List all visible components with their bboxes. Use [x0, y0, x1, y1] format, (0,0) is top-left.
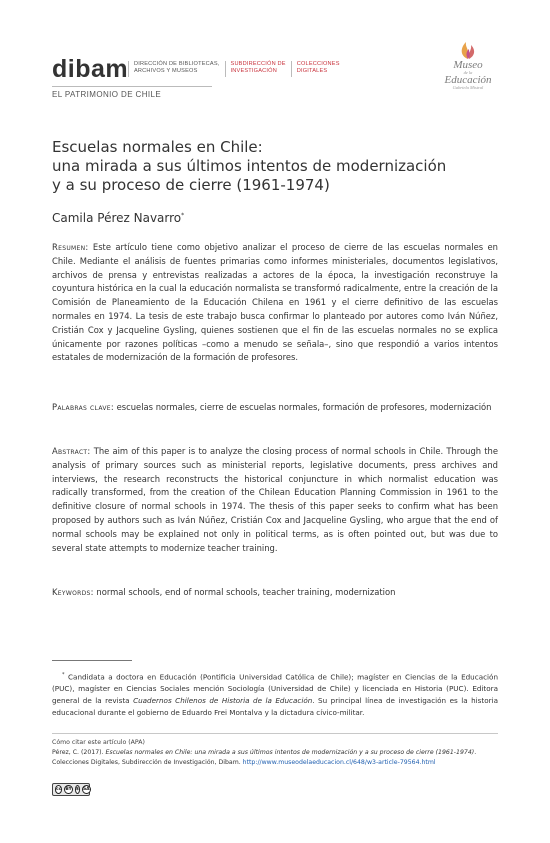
nc-icon: $	[75, 787, 79, 792]
author-name: Camila Pérez Navarro*	[52, 211, 185, 225]
museo-gabriela: Gabriela Mistral	[452, 85, 484, 90]
citation-label: Cómo citar este artículo (APA)	[52, 739, 145, 746]
museo-logo[interactable]	[438, 40, 498, 102]
header-col-colecciones[interactable]: COLECCIONES DIGITALES	[291, 61, 345, 77]
by-icon: BY	[65, 787, 72, 792]
cc-icon: cc	[56, 787, 62, 792]
header-divider	[52, 86, 212, 87]
header-links	[128, 61, 345, 77]
abstract-paragraph: Abstract: The aim of this paper is to analyze the closing process of normal schools in Chile. Through the analysis of primary sources such as ministerial reports, legislative documents, press archives and interviews, the research reconstructs the historical conjuncture in which normalist education was radically transformed, from the creation of the Chilean Education Planning Commission in 1961 to the definitive closure of normal schools in 1974. The thesis of this paper seeks to confirm what has been proposed by authors such as Iván Núñez, Cristián Cox and Jacqueline Gysling, who argue that the end of normal schools may be explained not only in political terms, as is often pointed out, but was due to several state attempts to modernize teacher training.	[52, 446, 498, 553]
museo-flame-icon	[456, 40, 480, 60]
abstract-label: Abstract:	[52, 446, 91, 456]
header-col-subdireccion[interactable]: SUBDIRECCIÓN DE INVESTIGACIÓN	[225, 61, 291, 77]
keywords-paragraph: Keywords: normal schools, end of normal schools, teacher training, modernization	[52, 587, 396, 597]
article-title: Escuelas normales en Chile: una mirada a sus últimos intentos de modernización y a su proceso de cierre (1961-1974)	[52, 138, 447, 194]
creative-commons-license-badge[interactable]	[52, 783, 90, 796]
palabras-clave-paragraph: Palabras clave: escuelas normales, cierre de escuelas normales, formación de profesores, modernización	[52, 402, 492, 412]
author-footnote-mark[interactable]: *	[181, 212, 185, 219]
resumen-paragraph: Resumen: Este artículo tiene como objetivo analizar el proceso de cierre de las escuelas normales en Chile. Mediante el análisis de fuentes primarias como informes ministeriales, documentos legislativos, archivos de prensa y entrevistas realizadas a actores de la época, la investigación reconstruye la coyuntura histórica en la cual la educación normalista se transformó radicalmente, entre la creación de la Comisión de Planeamiento de la Educación Chilena en 1961 y el cierre definitivo de las escuelas normales en 1974. La tesis de este trabajo busca confirmar lo planteado por autores como Iván Núñez, Cristián Cox y Jacqueline Gysling, quienes sostienen que el fin de las escuelas normales no se explica únicamente por razones políticas –como a menudo se señala–, sino que respondió a varios intentos estatales de modernización de la formación de profesores.	[52, 242, 498, 363]
resumen-label: Resumen:	[52, 242, 89, 252]
header	[52, 54, 498, 114]
citation-divider	[52, 733, 498, 734]
header-col-dibam[interactable]: DIRECCIÓN DE BIBLIOTECAS, ARCHIVOS Y MUSEOS	[128, 61, 225, 77]
sa-icon: SA	[82, 787, 90, 792]
dibam-logo[interactable]: dibam	[52, 55, 129, 83]
museo-dela: de la	[463, 70, 473, 75]
footnote-divider	[52, 660, 132, 661]
museo-educacion: Educación	[444, 74, 492, 86]
tagline: EL PATRIMONIO DE CHILE	[52, 90, 162, 99]
palabras-clave-label: Palabras clave:	[52, 402, 114, 412]
keywords-label: Keywords:	[52, 587, 94, 597]
footnote: * Candidata a doctora en Educación (Pontificia Universidad Católica de Chile); magíster en Ciencias de la Educación (PUC), magíster en Ciencias Sociales mención Sociología (Universidad de Chile) y licenciada en Historia (PUC). Editora general de la revista Cuadernos Chilenos de Historia de la Educación. Su principal línea de investigación es la historia educacional durante el gobierno de Eduardo Frei Montalva y la dictadura cívico-militar.	[52, 672, 498, 717]
museo-name: Museo	[453, 59, 483, 71]
citation: Pérez, C. (2017). Escuelas normales en Chile: una mirada a sus últimos intentos de modernización y a su proceso de cierre (1961-1974). Colecciones Digitales, Subdirección de Investigación, Dibam. http://www.museodelaeducacion.cl/648/w3-article-79564.html	[52, 749, 477, 766]
citation-url-link[interactable]: http://www.museodelaeducacion.cl/648/w3-article-79564.html	[242, 758, 436, 766]
